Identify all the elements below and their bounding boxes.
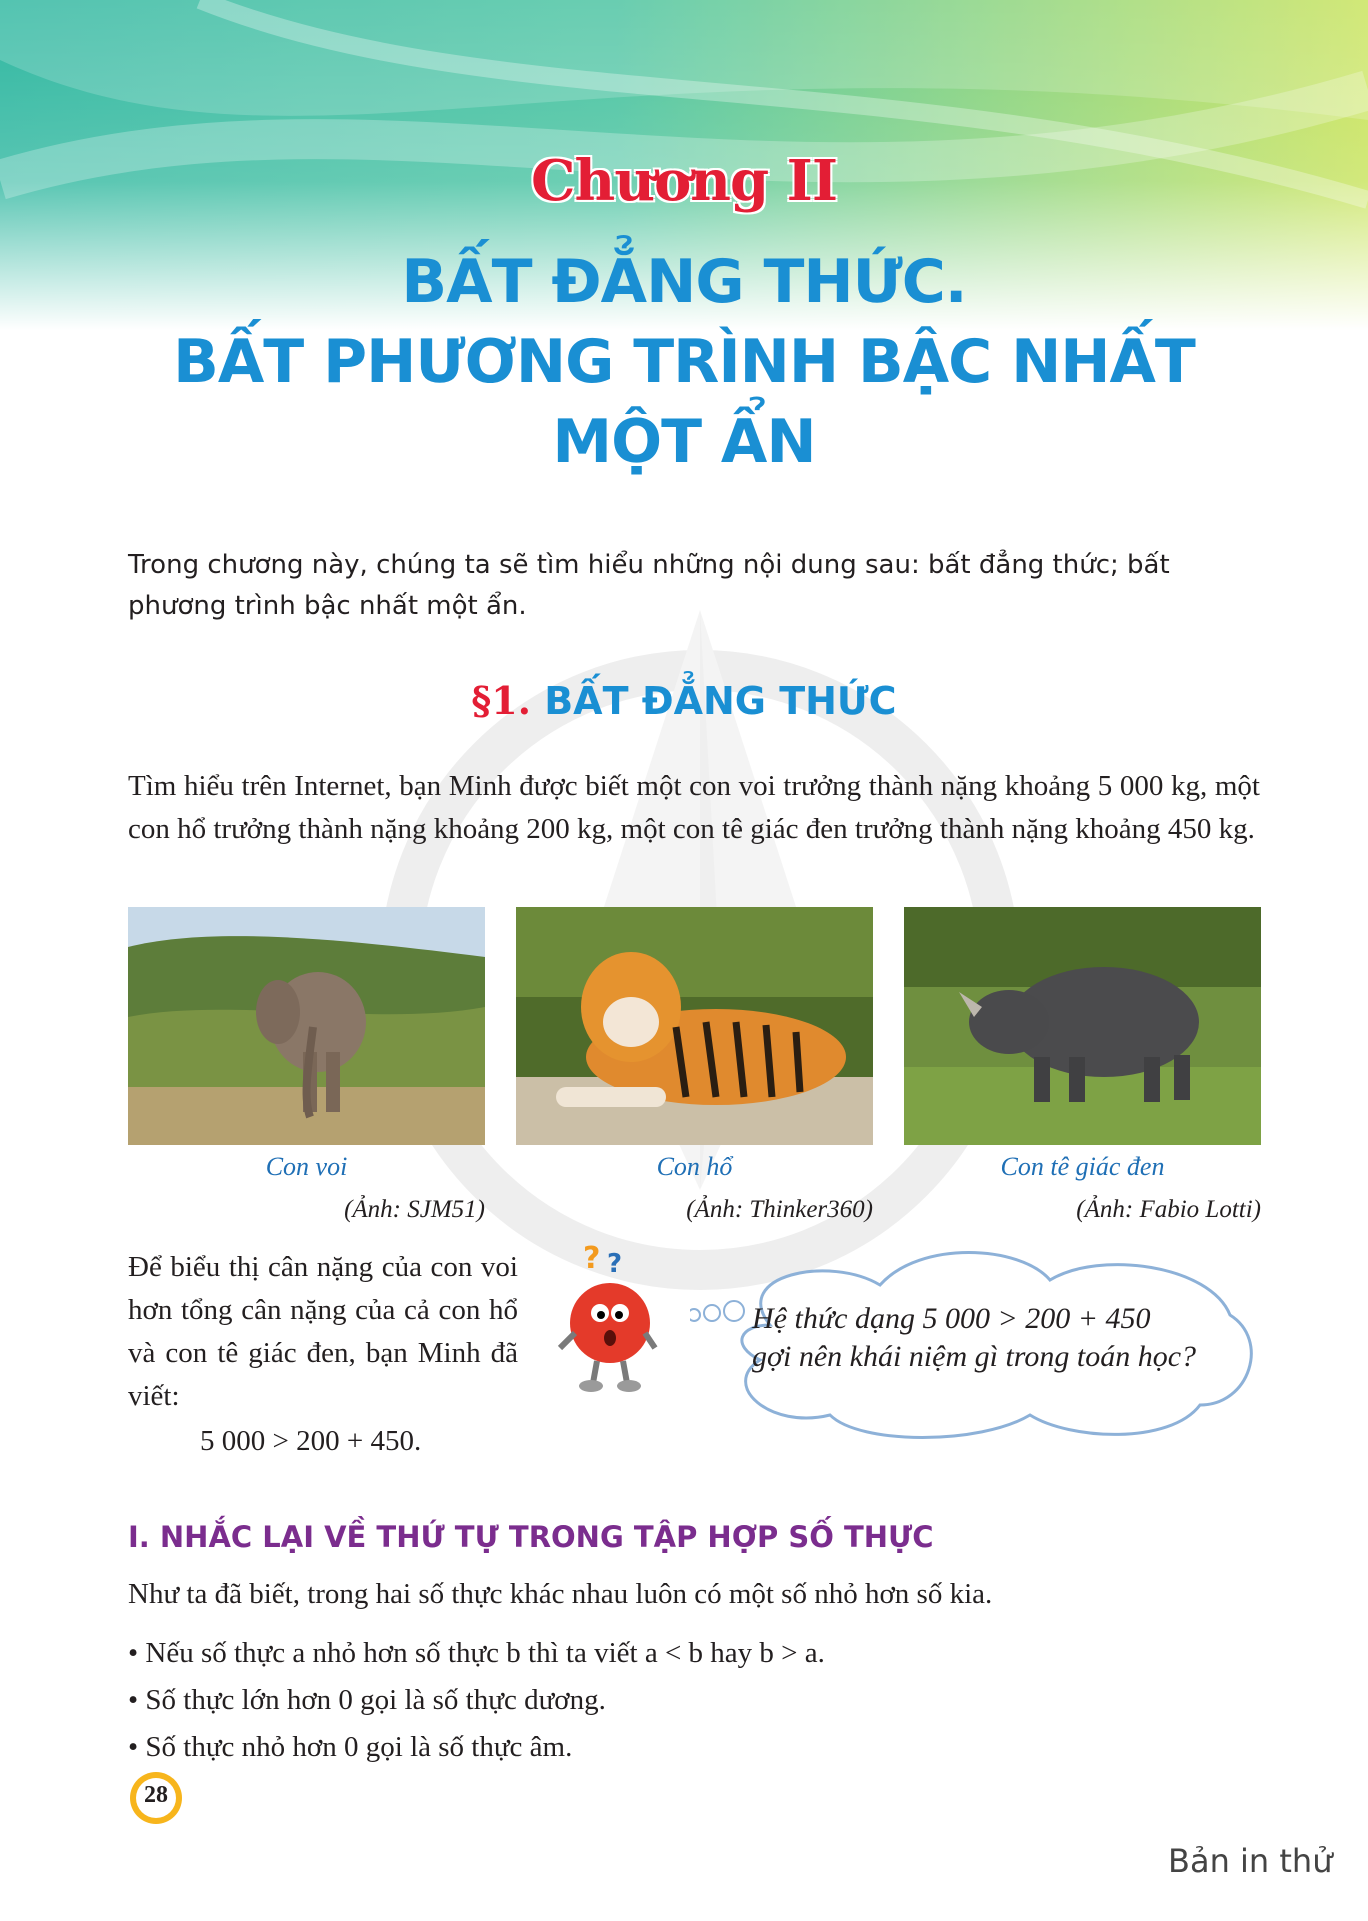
tiger-photo xyxy=(516,907,873,1145)
section-name: BẤT ĐẲNG THỨC xyxy=(544,679,897,723)
mascot-icon xyxy=(555,1238,695,1398)
svg-text:?: ? xyxy=(583,1241,601,1276)
subsection-heading: I. NHẮC LẠI VỀ THỨ TỰ TRONG TẬP HỢP SỐ THỰC xyxy=(128,1520,934,1554)
elephant-photo xyxy=(128,907,485,1145)
photo-credit-tiger: (Ảnh: Thinker360) xyxy=(686,1196,873,1223)
chapter-title-line-2: BẤT PHƯƠNG TRÌNH BẬC NHẤT xyxy=(173,327,1195,397)
equation: 5 000 > 200 + 450. xyxy=(200,1425,422,1457)
proof-mark: Bản in thử xyxy=(1168,1842,1333,1880)
thought-bubble-text xyxy=(752,1300,1232,1376)
section-number: §1. xyxy=(471,678,531,723)
bullet-item-3: • Số thực nhỏ hơn 0 gọi là số thực âm. xyxy=(128,1731,573,1763)
thought-bubble-line-2: gợi nên khái niệm gì trong toán học? xyxy=(752,1340,1197,1373)
chapter-label: Chương II xyxy=(530,148,838,214)
thought-bubble-line-1: Hệ thức dạng 5 000 > 200 + 450 xyxy=(752,1302,1151,1335)
section-title xyxy=(0,678,1368,723)
rhino-photo xyxy=(904,907,1261,1145)
chapter-title-line-3: MỘT ẨN xyxy=(552,407,816,477)
svg-text:?: ? xyxy=(607,1249,623,1279)
photo-caption-elephant: Con voi xyxy=(265,1152,348,1181)
bullet-list xyxy=(128,1630,1258,1771)
intro-paragraph: Tìm hiểu trên Internet, bạn Minh được biết một con voi trưởng thành nặng khoảng 5 000 kg, một con hổ trưởng thành nặng khoảng 200 kg, một con tê giác đen trưởng thành nặng khoảng 450 kg. xyxy=(128,770,1260,845)
chapter-title-line-1: BẤT ĐẲNG THỨC. xyxy=(401,247,967,317)
chapter-title xyxy=(0,242,1368,482)
page-number: 28 xyxy=(144,1782,168,1808)
photo-credit-rhino: (Ảnh: Fabio Lotti) xyxy=(1076,1196,1261,1223)
photo-caption-tiger: Con hổ xyxy=(656,1152,733,1181)
problem-text: Để biểu thị cân nặng của con voi hơn tổng cân nặng của cả con hổ và con tê giác đen, bạn Minh đã viết: xyxy=(128,1251,518,1412)
bullet-item-2: • Số thực lớn hơn 0 gọi là số thực dương. xyxy=(128,1684,606,1716)
photo-caption-rhino: Con tê giác đen xyxy=(1000,1152,1165,1181)
order-intro-text: Như ta đã biết, trong hai số thực khác nhau luôn có một số nhỏ hơn số kia. xyxy=(128,1578,993,1610)
photo-credit-elephant: (Ảnh: SJM51) xyxy=(344,1196,485,1223)
bullet-item-1: • Nếu số thực a nhỏ hơn số thực b thì ta viết a < b hay b > a. xyxy=(128,1637,825,1669)
chapter-intro: Trong chương này, chúng ta sẽ tìm hiểu những nội dung sau: bất đẳng thức; bất phương trình bậc nhất một ẩn. xyxy=(128,550,1170,621)
